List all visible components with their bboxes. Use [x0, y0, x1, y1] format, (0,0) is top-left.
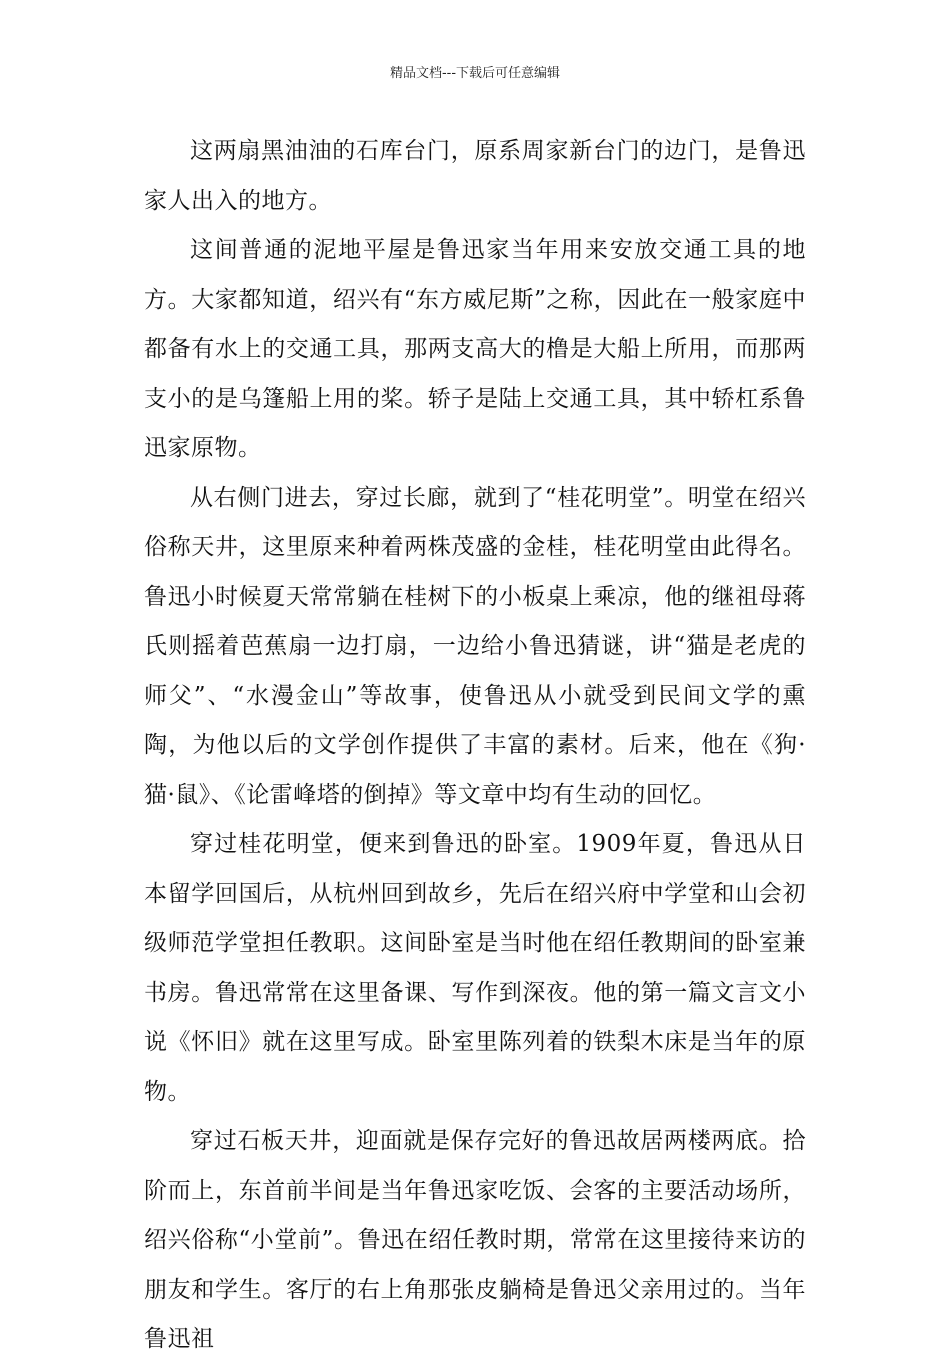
paragraph-5: 穿过石板天井，迎面就是保存完好的鲁迅故居两楼两底。拾阶而上，东首前半间是当年鲁迅家吃饭、会客的主要活动场所，绍兴俗称“小堂前”。鲁迅在绍任教时期，常常在这里接待来访的朋友和学生。客厅的右上角那张皮躺椅是鲁迅父亲用过的。当年鲁迅祖	[144, 1128, 806, 1352]
paragraph-3: 从右侧门进去，穿过长廊，就到了“桂花明堂”。明堂在绍兴俗称天井，这里原来种着两株茂盛的金桂，桂花明堂由此得名。鲁迅小时候夏天常常躺在桂树下的小板桌上乘凉，他的继祖母蒋氏则摇着芭蕉扇一边打扇，一边给小鲁迅猜谜，讲“猫是老虎的师父”、“水漫金山”等故事，使鲁迅从小就受到民间文学的熏陶，为他以后的文学创作提供了丰富的素材。后来，他在《狗·猫·鼠》、《论雷峰塔的倒掉》等文章中均有生动的回忆。	[144, 484, 806, 808]
paragraph-1: 这两扇黑油油的石库台门，原系周家新台门的边门，是鲁迅家人出入的地方。	[144, 138, 806, 214]
document-body	[144, 127, 806, 1365]
page-header: 精品文档---下载后可任意编辑	[389, 66, 561, 81]
paragraph-4: 穿过桂花明堂，便来到鲁迅的卧室。1909年夏，鲁迅从日本留学回国后，从杭州回到故乡，先后在绍兴府中学堂和山会初级师范学堂担任教职。这间卧室是当时他在绍任教期间的卧室兼书房。鲁迅常常在这里备课、写作到深夜。他的第一篇文言文小说《怀旧》就在这里写成。卧室里陈列着的铁梨木床是当年的原物。	[144, 831, 806, 1105]
paragraph-2: 这间普通的泥地平屋是鲁迅家当年用来安放交通工具的地方。大家都知道，绍兴有“东方威尼斯”之称，因此在一般家庭中都备有水上的交通工具，那两支高大的橹是大船上所用，而那两支小的是乌篷船上用的桨。轿子是陆上交通工具，其中轿杠系鲁迅家原物。	[144, 237, 806, 461]
